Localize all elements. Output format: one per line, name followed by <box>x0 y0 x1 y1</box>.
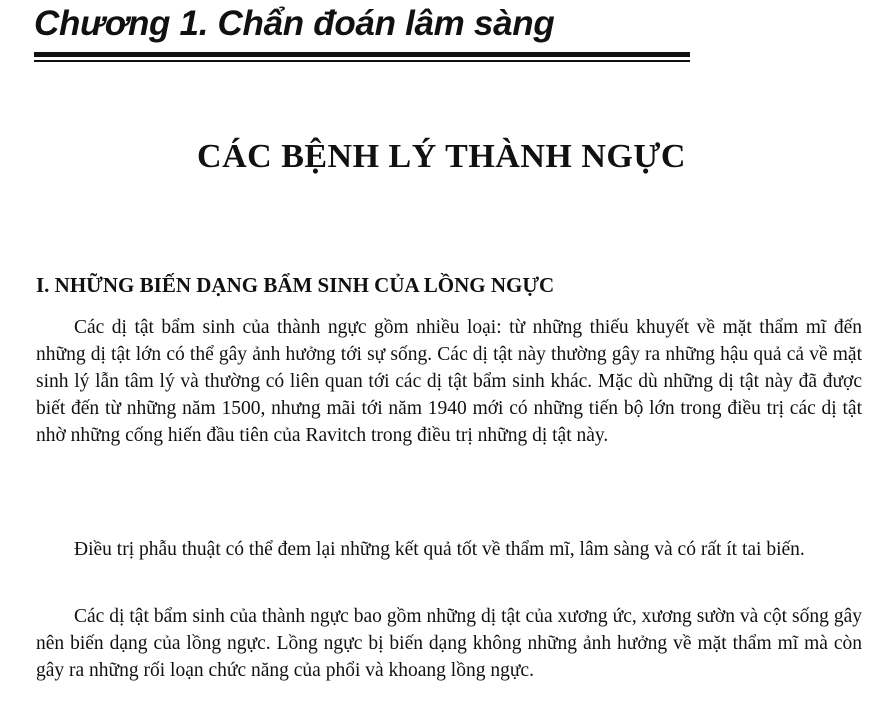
chapter-title: Chương 1. Chẩn đoán lâm sàng <box>34 4 555 43</box>
paragraph-1: Các dị tật bẩm sinh của thành ngực gồm nhiều loại: từ những thiếu khuyết về mặt thẩm mĩ đến những dị tật lớn có thể gây ảnh hưởng tới sự sống. Các dị tật này thường gây ra những hậu quả cả về mặt sinh lý lẫn tâm lý và thường có liên quan tới các dị tật bẩm sinh khác. Mặc dù những dị tật này đã được biết đến từ những năm 1500, nhưng mãi tới năm 1940 mới có những tiến bộ lớn trong điều trị các dị tật nhờ những cống hiến đầu tiên của Ravitch trong điều trị những dị tật này. <box>36 317 862 446</box>
header-rule-thick <box>34 52 690 57</box>
page-title: CÁC BỆNH LÝ THÀNH NGỰC <box>197 138 686 175</box>
header-rule-thin <box>34 60 690 62</box>
section-heading: I. NHỮNG BIẾN DẠNG BẨM SINH CỦA LỒNG NGỰC <box>36 273 555 297</box>
paragraph-2: Điều trị phẫu thuật có thể đem lại những kết quả tốt về thẩm mĩ, lâm sàng và có rất ít tai biến. <box>74 539 805 560</box>
paragraph-3: Các dị tật bẩm sinh của thành ngực bao gồm những dị tật của xương ức, xương sườn và cột sống gây nên biến dạng của lồng ngực. Lồng ngực bị biến dạng không những ảnh hưởng về mặt thẩm mĩ mà còn gây ra những rối loạn chức năng của phổi và khoang lồng ngực. <box>36 606 862 681</box>
